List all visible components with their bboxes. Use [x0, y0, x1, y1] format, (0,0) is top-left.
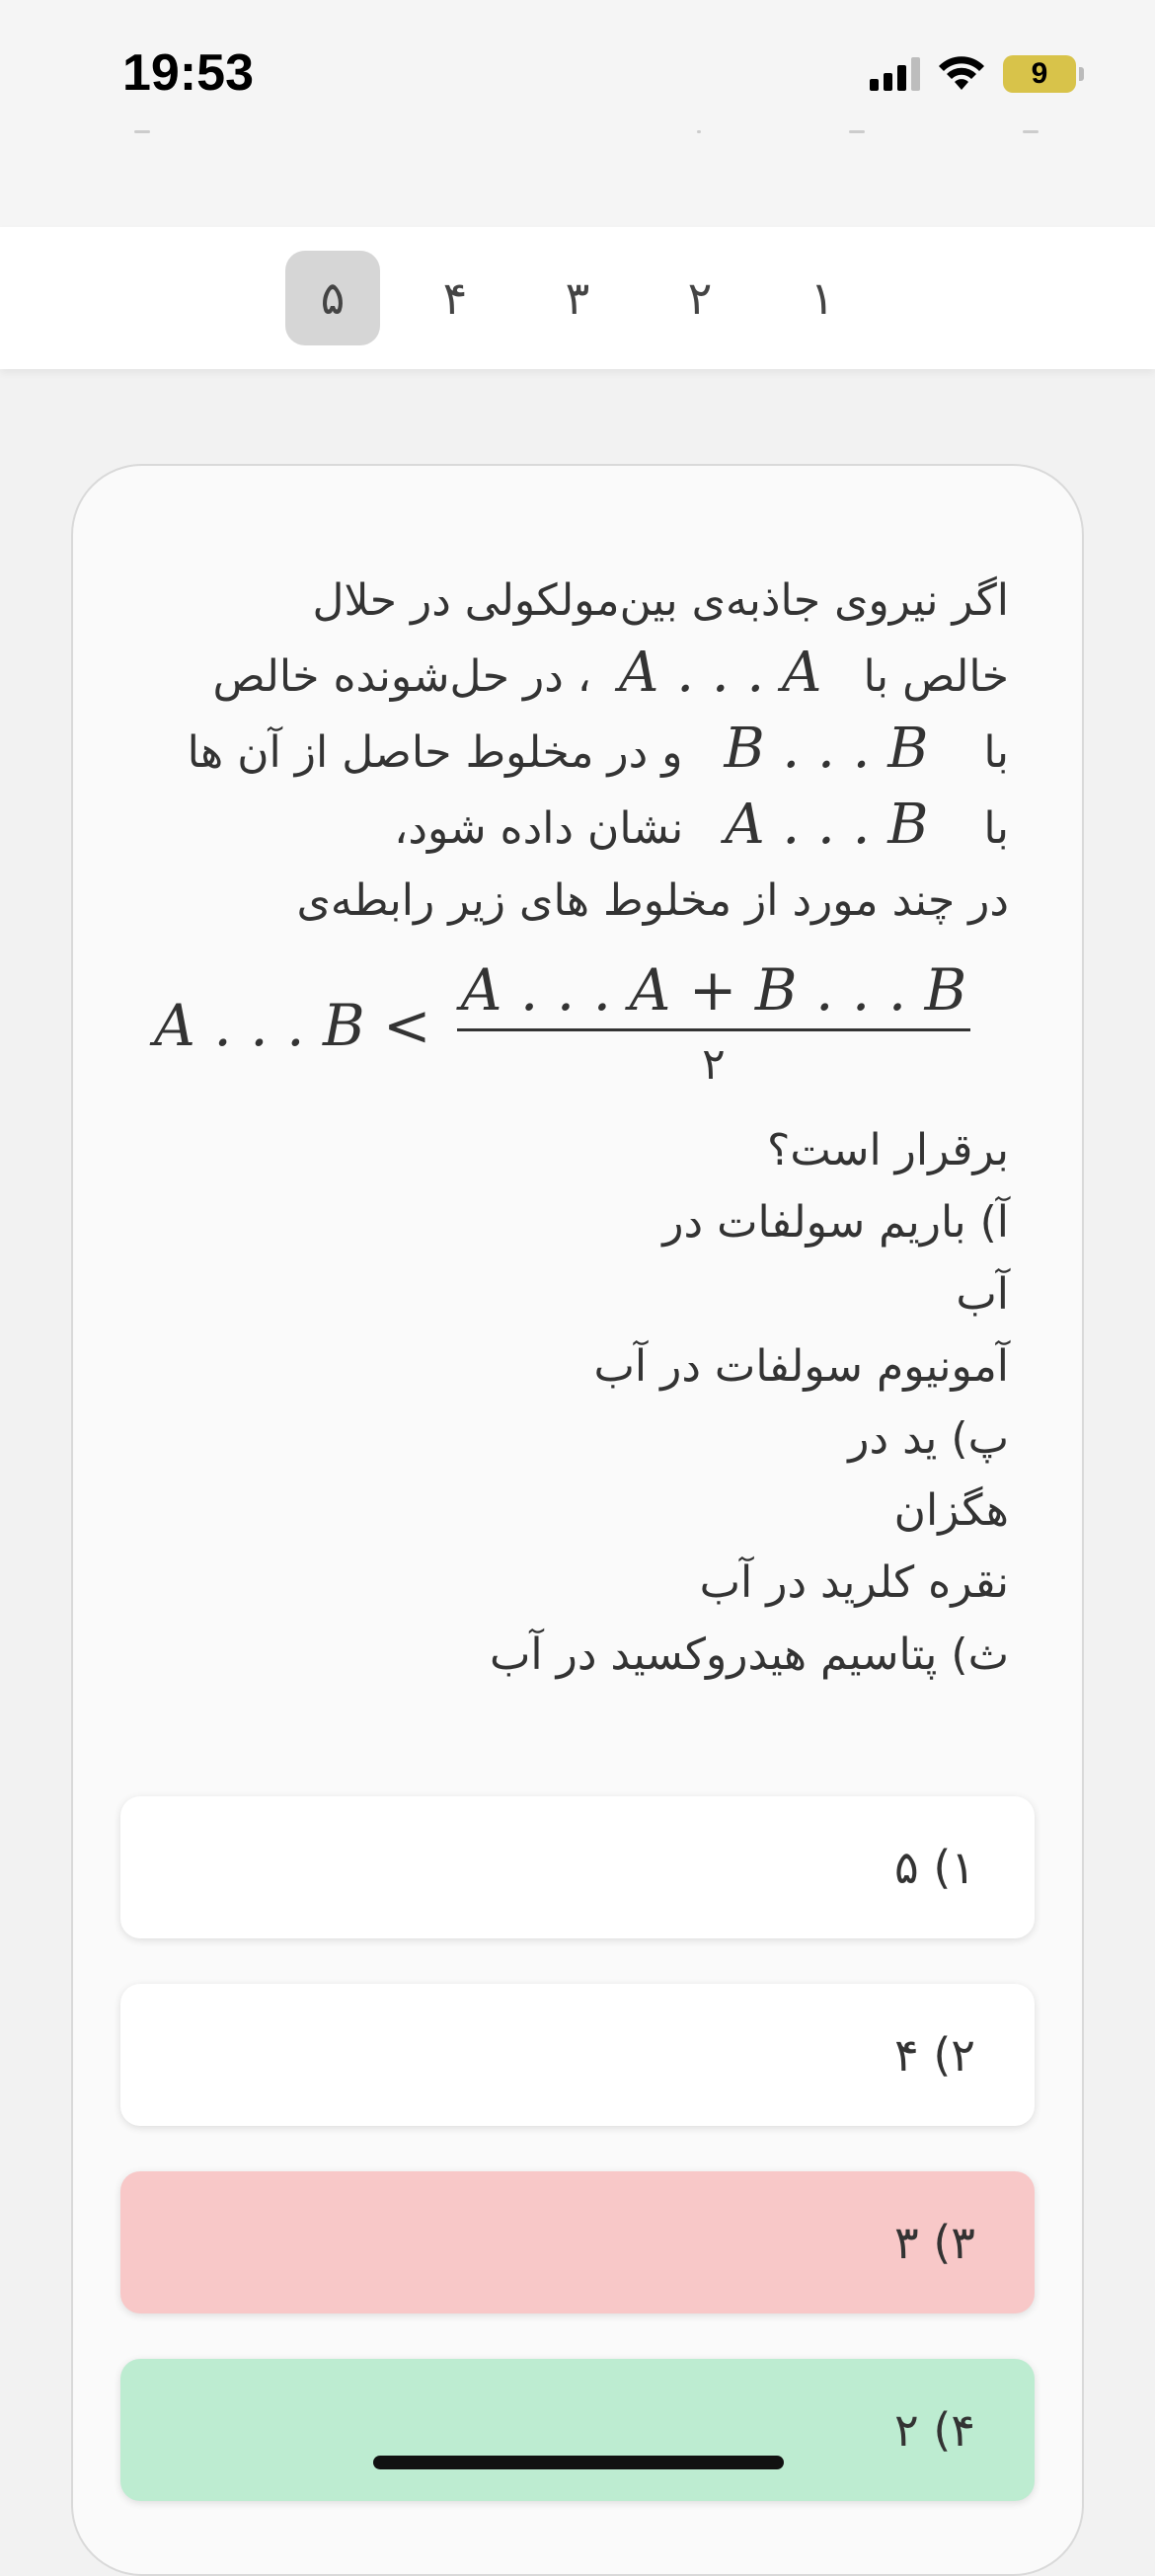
answer-option-4-correct[interactable]: ۴) ۲ — [120, 2359, 1035, 2501]
wifi-icon — [938, 56, 985, 92]
math-expression: A . . . B — [725, 793, 929, 857]
answer-option-3-wrong[interactable]: ۳) ۳ — [120, 2171, 1035, 2313]
question-item: آ) باریم سولفات در — [662, 1197, 1009, 1248]
formula-fraction — [457, 957, 971, 1095]
question-line: با A . . . B نشان داده شود، — [394, 793, 1009, 857]
question-item: نقره کلرید در آب — [699, 1557, 1009, 1608]
status-bar — [0, 0, 1155, 227]
scrolled-header-remnant — [0, 130, 1155, 140]
answer-option-1[interactable]: ۱) ۵ — [120, 1796, 1035, 1938]
tab-question-4[interactable]: ۴ — [442, 271, 468, 325]
cellular-signal-icon — [870, 57, 920, 91]
formula-lhs: A . . . B < — [154, 991, 431, 1059]
tab-question-1[interactable]: ۱ — [809, 271, 835, 325]
math-expression: B . . . B — [724, 717, 929, 781]
question-line: اگر نیروی جاذبه‌ی بین‌مولکولی در حلال — [312, 575, 1009, 626]
formula-numerator: A . . . A + B . . . B — [457, 957, 971, 1031]
formula-denominator: ۲ — [702, 1038, 726, 1090]
status-icons — [870, 55, 1076, 93]
question-line: در چند مورد از مخلوط های زیر رابطه‌ی — [296, 875, 1009, 926]
question-navigation-bar — [0, 227, 1155, 369]
question-line: خالص با A . . . A ، در حل‌شونده خالص — [212, 641, 1009, 705]
status-time: 19:53 — [122, 44, 254, 102]
answer-option-2[interactable]: ۲) ۴ — [120, 1984, 1035, 2126]
question-line: برقرار است؟ — [767, 1125, 1009, 1175]
battery-icon: 9 — [1003, 55, 1076, 93]
question-item: پ) ید در — [848, 1413, 1009, 1464]
question-item: ث) پتاسیم هیدروکسید در آب — [489, 1629, 1009, 1680]
inequality-formula — [154, 937, 1068, 1114]
home-indicator[interactable] — [373, 2456, 784, 2469]
question-item: هگزان — [893, 1485, 1009, 1536]
question-item: آمونیوم سولفات در آب — [593, 1341, 1009, 1392]
tab-question-5[interactable]: ۵ — [285, 251, 380, 345]
question-line: با B . . . B و در مخلوط حاصل از آن ها — [187, 717, 1009, 781]
question-tabs — [285, 251, 870, 345]
tab-question-2[interactable]: ۲ — [687, 271, 713, 325]
question-item: آب — [956, 1269, 1009, 1320]
question-card — [71, 464, 1084, 2576]
tab-question-3[interactable]: ۳ — [565, 271, 590, 325]
math-expression: A . . . A — [618, 641, 822, 705]
question-text — [154, 565, 1009, 1691]
